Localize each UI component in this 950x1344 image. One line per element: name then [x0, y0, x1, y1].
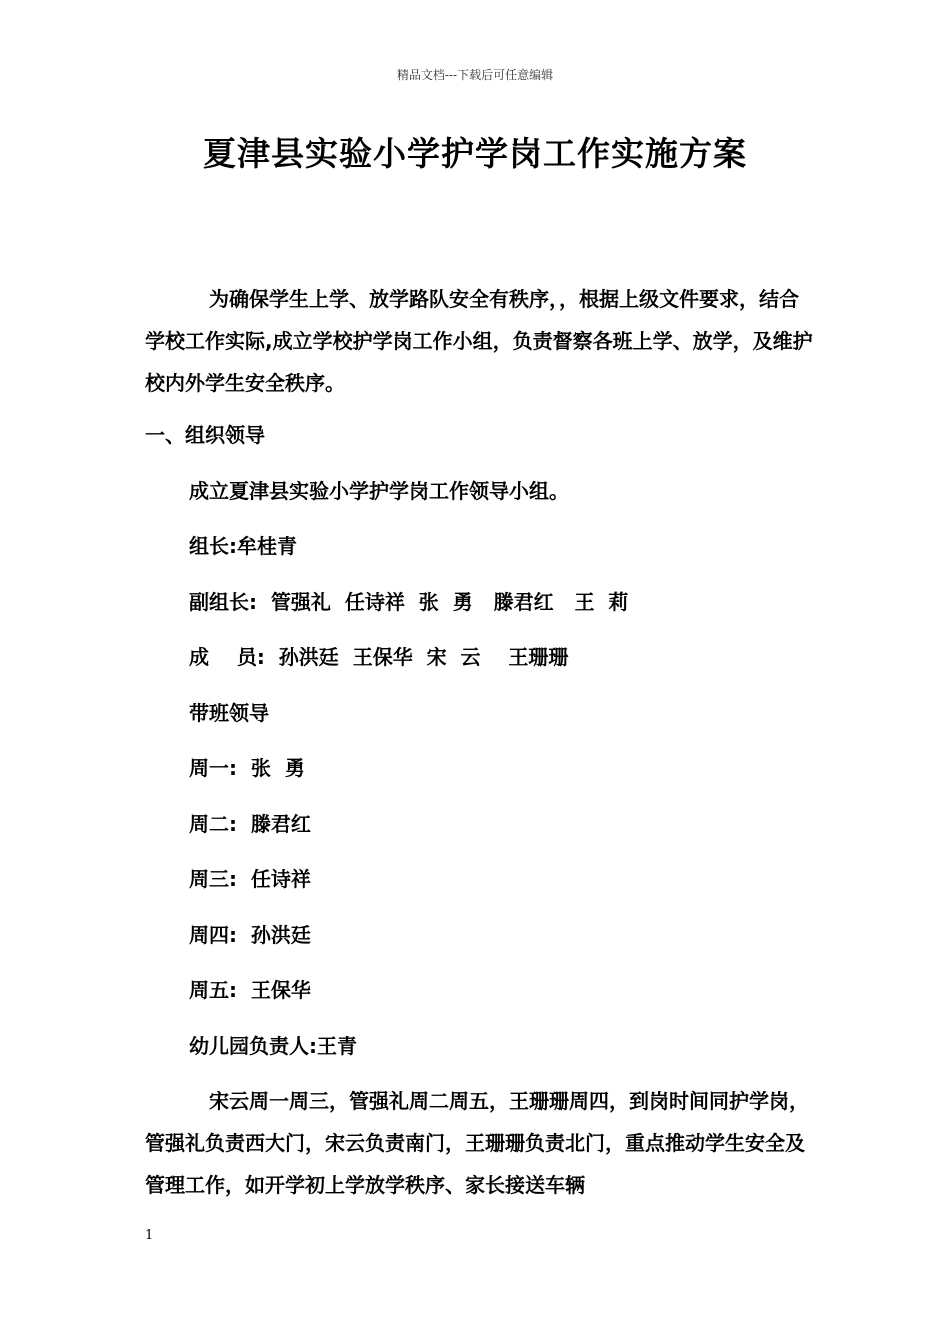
- friday-line: 周五: 王保华: [189, 978, 311, 1002]
- members-line: 成 员: 孙洪廷 王保华 宋 云 王珊珊: [189, 645, 569, 669]
- deputy-line: 副组长: 管强礼 任诗祥 张 勇 滕君红 王 莉: [189, 590, 629, 614]
- leader-line: 组长:牟桂青: [189, 534, 297, 558]
- intro-paragraph: 为确保学生上学、放学路队安全有秩序，，根据上级文件要求，结合学校工作实际,成立学校护学岗工作小组，负责督察各班上学、放学，及维护校内外学生安全秩序。: [145, 287, 813, 395]
- wednesday-line: 周三: 任诗祥: [189, 867, 311, 891]
- group-line: 成立夏津县实验小学护学岗工作领导小组。: [189, 479, 569, 503]
- duty-leaders-heading: 带班领导: [189, 701, 269, 725]
- section-heading-organization: 一、组织领导: [145, 423, 265, 447]
- thursday-line: 周四: 孙洪廷: [189, 923, 311, 947]
- page-header: 精品文档---下载后可任意编辑: [396, 68, 554, 82]
- tuesday-line: 周二: 滕君红: [189, 812, 311, 836]
- closing-paragraph: 宋云周一周三，管强礼周二周五，王珊珊周四，到岗时间同护学岗，管强礼负责西大门，宋云负责南门，王珊珊负责北门，重点推动学生安全及管理工作，如开学初上学放学秩序、家长接送车辆: [145, 1089, 809, 1197]
- page-number: 1: [145, 1228, 154, 1243]
- document-title: 夏津县实验小学护学岗工作实施方案: [203, 134, 747, 173]
- kindergarten-line: 幼儿园负责人:王青: [189, 1034, 357, 1058]
- monday-line: 周一: 张 勇: [189, 756, 305, 780]
